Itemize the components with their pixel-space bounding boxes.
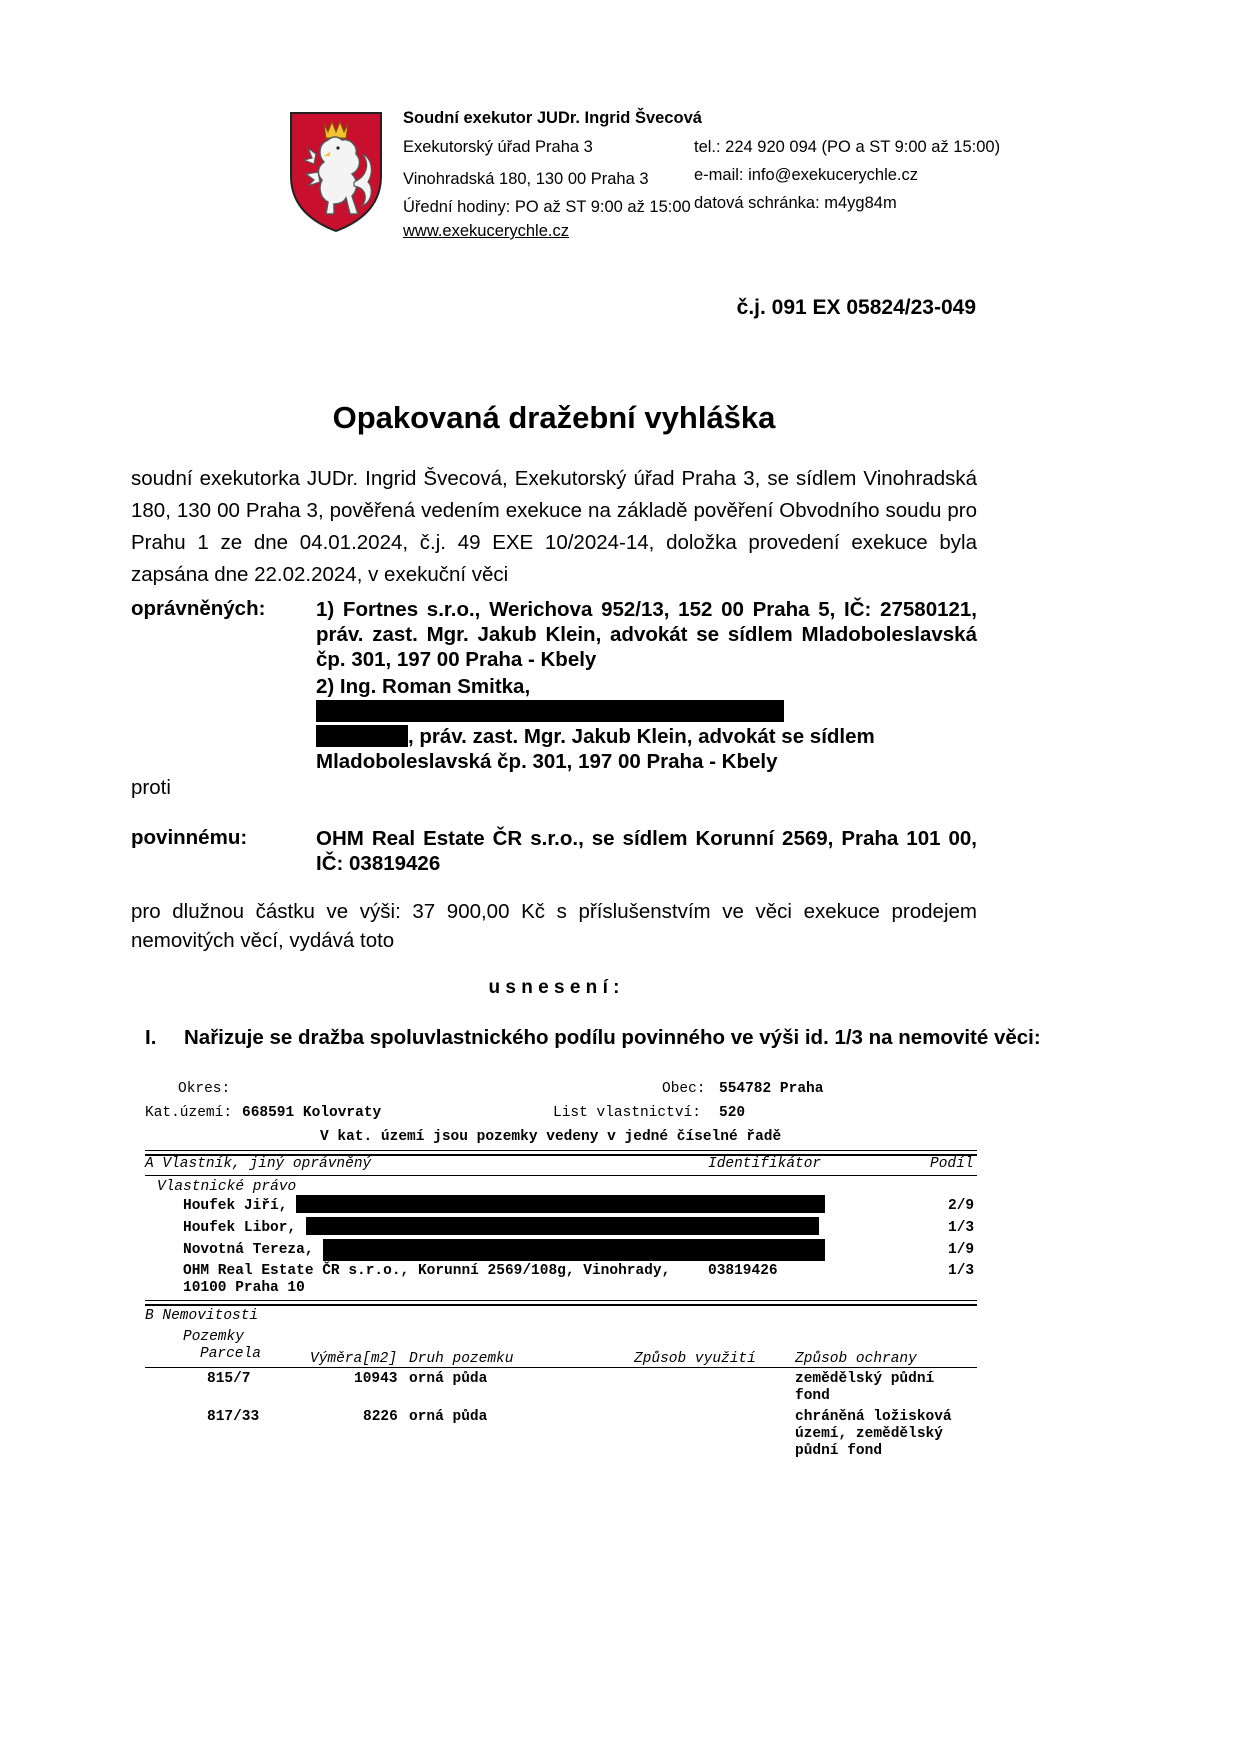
header-hours: Úřední hodiny: PO až ST 9:00 až 15:00 — [403, 198, 691, 216]
section-a-header: A Vlastník, jiný oprávněný — [145, 1156, 372, 1172]
header-databox: datová schránka: m4yg84m — [694, 194, 897, 212]
parcel-area: 8226 — [363, 1409, 398, 1425]
col-vyuziti: Způsob využití — [634, 1351, 756, 1367]
header-office: Exekutorský úřad Praha 3 — [403, 138, 593, 156]
header-address: Vinohradská 180, 130 00 Praha 3 — [403, 170, 649, 188]
lv-value: 520 — [719, 1105, 746, 1121]
parcel-protection: území, zemědělský — [795, 1426, 943, 1442]
divider — [145, 1175, 977, 1176]
vlastnicke-pravo: Vlastnické právo — [157, 1179, 297, 1195]
intro-paragraph: soudní exekutorka JUDr. Ingrid Švecová, Exekutorský úřad Praha 3, se sídlem Vinohradská 180, 130 00 Praha 3, pověřená vedením exekuce na základě pověření Obvodního soudu pro Prahu 1 ze dne 04.01.2024, č.j. 49 EXE 10/2024-14, doložka provedení exekuce byla zapsána dne 22.02.2024, v exekuční věci — [131, 467, 977, 586]
creditor-2-name: 2) Ing. Roman Smitka, — [316, 675, 531, 698]
parcel-number: 815/7 — [207, 1371, 251, 1387]
document-title: Opakovaná dražební vyhláška — [332, 400, 776, 435]
creditor-2 — [316, 674, 977, 774]
debtor-label: povinnému: — [131, 826, 248, 849]
col-vymera: Výměra[m2] — [310, 1351, 398, 1367]
owner-name: Novotná Tereza, — [183, 1242, 314, 1258]
owner-name: Houfek Libor, — [183, 1220, 297, 1236]
owner-share: 1/3 — [948, 1263, 975, 1279]
identifikator-header: Identifikátor — [708, 1156, 822, 1172]
col-parcela: Parcela — [200, 1346, 261, 1362]
divider — [145, 1304, 977, 1306]
redaction-block — [306, 1217, 819, 1235]
owner-share: 1/3 — [948, 1220, 975, 1236]
creditor-1: 1) Fortnes s.r.o., Werichova 952/13, 152 00 Praha 5, IČ: 27580121, práv. zast. Mgr. Jakub Klein, advokát se sídlem Mladoboleslavská čp. 301, 197 00 Praha - Kbely — [316, 598, 977, 671]
divider — [145, 1300, 977, 1301]
col-druh: Druh pozemku — [409, 1351, 514, 1367]
debtor: OHM Real Estate ČR s.r.o., se sídlem Korunní 2569, Praha 101 00, IČ: 03819426 — [316, 827, 977, 875]
lv-label: List vlastnictví: — [553, 1105, 701, 1121]
redaction-block — [296, 1195, 825, 1213]
header-email: e-mail: info@exekucerychle.cz — [694, 166, 918, 184]
parcel-protection: zemědělský půdní — [795, 1371, 935, 1387]
case-number: č.j. 091 EX 05824/23-049 — [736, 296, 976, 319]
resolution-heading: u s n e s e n í : — [488, 977, 620, 998]
owner-name: OHM Real Estate ČR s.r.o., Korunní 2569/108g, Vinohrady, — [183, 1263, 671, 1279]
obec-value: 554782 Praha — [719, 1081, 824, 1097]
parcel-area: 10943 — [354, 1371, 398, 1387]
debt-paragraph: pro dlužnou částku ve výši: 37 900,00 Kč s příslušenstvím ve věci exekuce prodejem nemovitých věcí, vydává toto — [131, 900, 977, 952]
creditor-2-rest: , práv. zast. Mgr. Jakub Klein, advokát se sídlem Mladoboleslavská čp. 301, 197 00 Praha - Kbely — [316, 725, 875, 773]
section-1-text: Nařizuje se dražba spoluvlastnického podílu povinného ve výši id. 1/3 na nemovité věci: — [184, 1026, 1041, 1049]
owner-name: Houfek Jiří, — [183, 1198, 288, 1214]
parcel-protection: chráněná ložisková — [795, 1409, 952, 1425]
parcel-type: orná půda — [409, 1371, 488, 1387]
against-text: proti — [131, 776, 171, 799]
obec-label: Obec: — [662, 1081, 706, 1097]
owner-address: 10100 Praha 10 — [183, 1280, 305, 1296]
divider — [145, 1367, 977, 1368]
header-phone: tel.: 224 920 094 (PO a ST 9:00 až 15:00) — [694, 138, 1001, 156]
owner-identifier: 03819426 — [708, 1263, 778, 1279]
creditors-label: oprávněných: — [131, 597, 266, 620]
podil-header: Podíl — [930, 1156, 974, 1172]
katuzemi-value: 668591 Kolovraty — [242, 1105, 382, 1121]
registry-note: V kat. území jsou pozemky vedeny v jedné číselné řadě — [320, 1129, 782, 1145]
section-1-number: I. — [145, 1026, 157, 1049]
czech-lion-coat-of-arms-icon — [288, 110, 384, 234]
parcel-protection: půdní fond — [795, 1443, 883, 1459]
parcel-type: orná půda — [409, 1409, 488, 1425]
header-title: Soudní exekutor JUDr. Ingrid Švecová — [403, 109, 702, 127]
katuzemi-label: Kat.území: — [145, 1105, 233, 1121]
divider — [145, 1150, 977, 1151]
parcel-number: 817/33 — [207, 1409, 260, 1425]
parcel-protection: fond — [795, 1388, 830, 1404]
redaction-block — [323, 1239, 825, 1261]
owner-share: 2/9 — [948, 1198, 975, 1214]
pozemky-label: Pozemky — [183, 1329, 244, 1345]
owner-share: 1/9 — [948, 1242, 975, 1258]
redaction-block — [316, 725, 408, 747]
col-ochrana: Způsob ochrany — [795, 1351, 917, 1367]
okres-label: Okres: — [178, 1081, 231, 1097]
section-b-header: B Nemovitosti — [145, 1308, 259, 1324]
header-website-link[interactable]: www.exekucerychle.cz — [403, 222, 569, 240]
redaction-block — [316, 700, 784, 722]
